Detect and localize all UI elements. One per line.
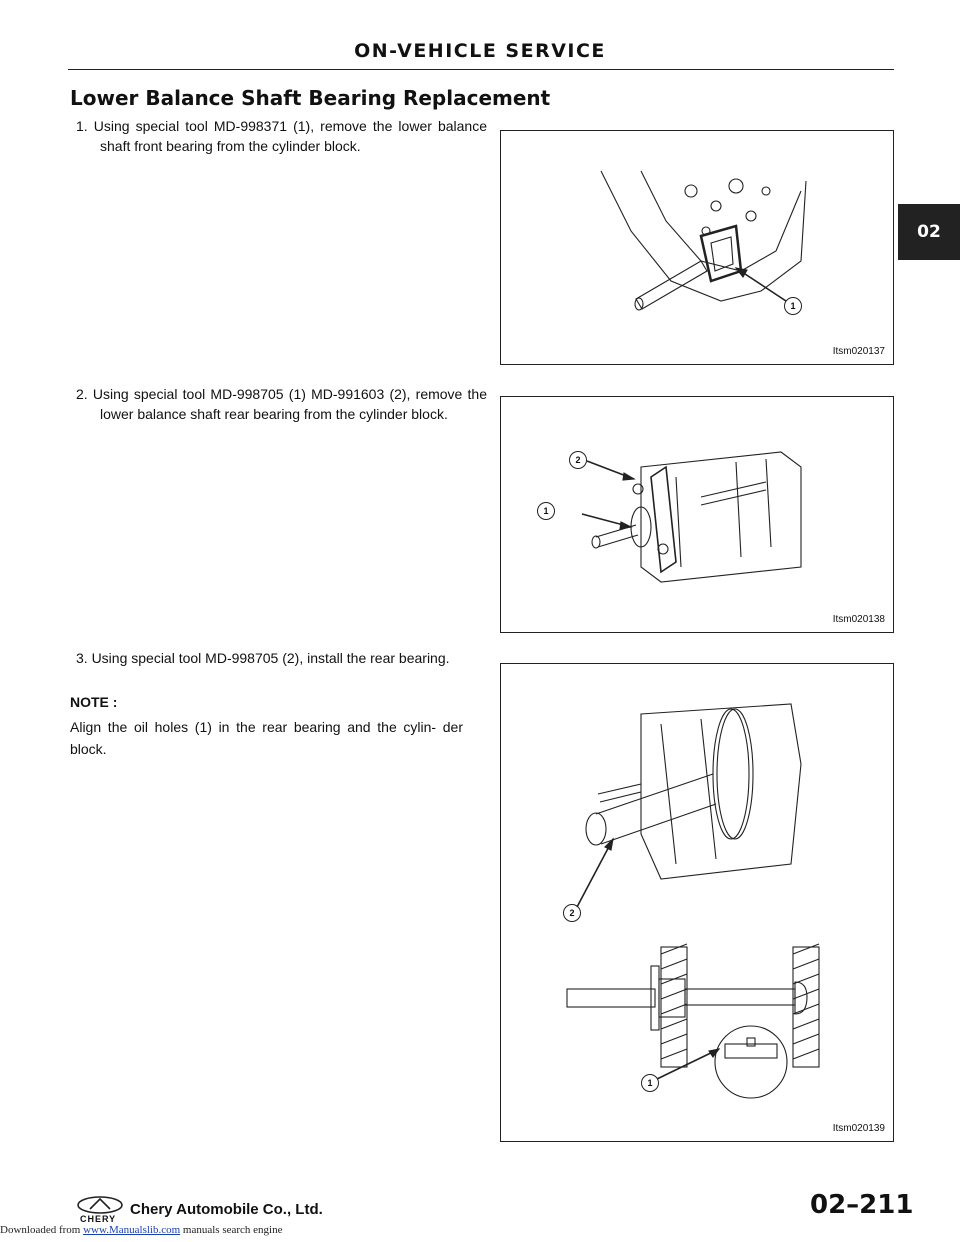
header-divider (68, 69, 894, 70)
download-watermark (0, 1224, 282, 1236)
page-number: 02–211 (810, 1190, 914, 1220)
chery-logo (76, 1196, 126, 1227)
step-3: 3. Using special tool MD-998705 (2), install the rear bearing. (76, 650, 450, 666)
page-header-title: ON-VEHICLE SERVICE (354, 40, 606, 62)
figure-callout: 1 (641, 1074, 659, 1092)
section-title: Lower Balance Shaft Bearing Replacement (70, 86, 551, 110)
footer-company: Chery Automobile Co., Ltd. (130, 1201, 323, 1218)
chapter-tab: 02 (898, 204, 960, 260)
figure-front-bearing-removal (500, 130, 894, 365)
watermark-suffix: manuals search engine (182, 1224, 283, 1236)
front-bearing-illustration (501, 131, 895, 366)
rear-bearing-install-illustration (501, 664, 895, 1143)
figure-callout: 2 (563, 904, 581, 922)
chery-logo-text: CHERY (80, 1214, 117, 1224)
figure-code: Itsm020137 (832, 346, 885, 357)
manualslib-link[interactable]: www.Manualslib.com (83, 1224, 181, 1236)
figure-callout: 1 (784, 297, 802, 315)
figure-rear-bearing-removal (500, 396, 894, 633)
figure-rear-bearing-install (500, 663, 894, 1142)
step-2: 2. Using special tool MD-998705 (1) MD-991603 (2), remove the lower balance shaft rear bearing from the cylinder block. (76, 386, 487, 422)
note-label: NOTE : (70, 694, 118, 710)
note-text: Align the oil holes (1) in the rear bearing and the cylin- der block. (70, 719, 463, 757)
step-1: 1. Using special tool MD-998371 (1), remove the lower balance shaft front bearing from the cylinder block. (76, 118, 487, 154)
figure-callout: 2 (569, 451, 587, 469)
figure-code: Itsm020138 (832, 614, 885, 625)
figure-callout: 1 (537, 502, 555, 520)
watermark-prefix: Downloaded from (0, 1224, 81, 1236)
figure-code: Itsm020139 (832, 1123, 885, 1134)
rear-bearing-illustration (501, 397, 895, 634)
